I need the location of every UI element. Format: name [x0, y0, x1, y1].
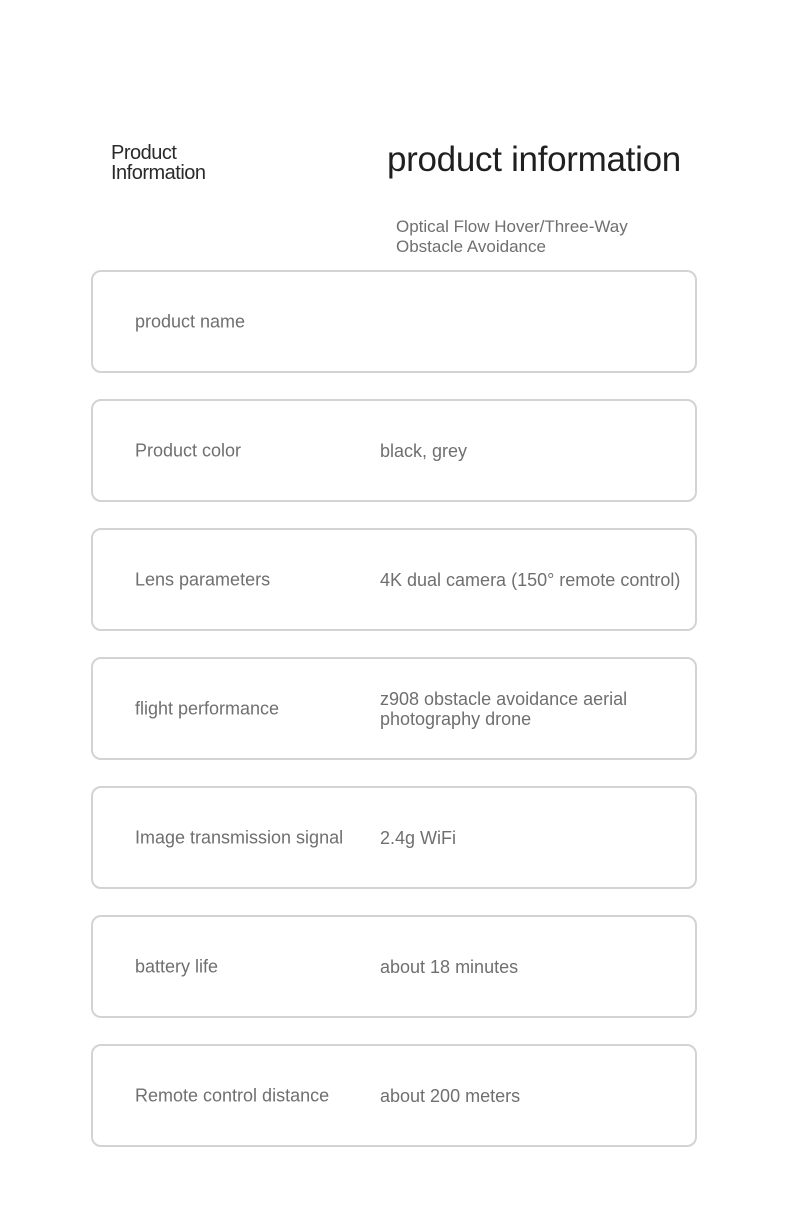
- spec-value: z908 obstacle avoidance aerial photography drone: [380, 688, 628, 729]
- spec-label: Product color: [135, 440, 242, 460]
- spec-row-battery-life: [91, 915, 697, 1018]
- spec-value: about 200 meters: [380, 1085, 521, 1106]
- side-title-line2: Information: [111, 162, 206, 184]
- spec-row-product-name: [91, 270, 697, 373]
- spec-value: 2.4g WiFi: [380, 827, 457, 848]
- spec-row-product-color: [91, 399, 697, 502]
- spec-value: about 18 minutes: [380, 956, 519, 977]
- side-title: [111, 143, 206, 183]
- spec-list: [91, 270, 697, 1173]
- spec-value: black, grey: [380, 440, 468, 461]
- spec-row-flight-performance: [91, 657, 697, 760]
- spec-label: flight performance: [135, 698, 280, 718]
- page-title: product information: [387, 140, 681, 179]
- spec-row-remote-distance: [91, 1044, 697, 1147]
- side-title-line1: Product: [111, 142, 177, 164]
- spec-label: Image transmission signal: [135, 827, 344, 847]
- spec-label: product name: [135, 311, 246, 331]
- spec-row-lens-parameters: [91, 528, 697, 631]
- spec-label: battery life: [135, 956, 219, 976]
- page-subtitle: Optical Flow Hover/Three-Way Obstacle Avoidance: [396, 217, 628, 256]
- spec-label: Lens parameters: [135, 569, 271, 589]
- spec-label: Remote control distance: [135, 1085, 330, 1105]
- spec-row-image-transmission: [91, 786, 697, 889]
- spec-value: 4K dual camera (150° remote control): [380, 569, 681, 590]
